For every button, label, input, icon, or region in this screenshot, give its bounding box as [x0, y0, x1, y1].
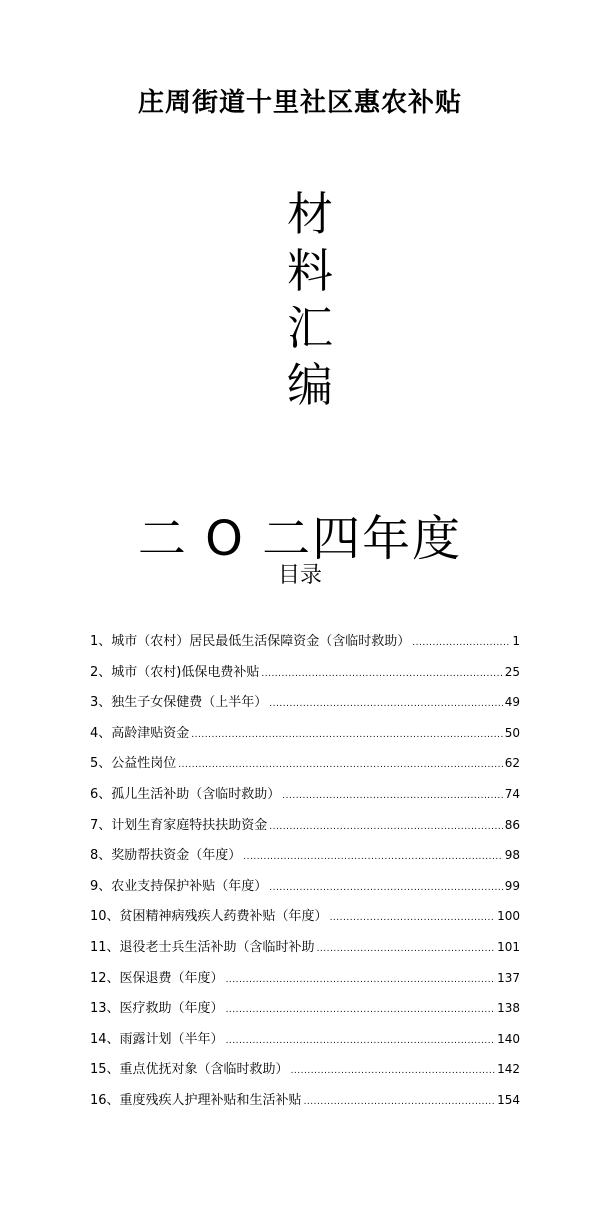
toc-entry-label: 雨露计划（半年）	[119, 1031, 224, 1047]
toc-entry-label: 城市（农村)低保电费补贴	[111, 664, 260, 680]
toc-dot-leader	[412, 638, 510, 648]
toc-entry-number: 11、	[90, 939, 120, 955]
toc-heading: 目录	[277, 563, 322, 588]
toc-entry	[90, 1089, 520, 1120]
main-title-char: 材	[287, 187, 333, 241]
toc-entry-label: 贫困精神病残疾人药费补贴（年度）	[119, 909, 328, 925]
toc-entry-label: 医疗救助（年度）	[119, 1001, 224, 1017]
toc-dot-leader	[226, 1005, 496, 1015]
toc-entry-number: 3、	[90, 695, 112, 711]
document-header-title: 庄周街道十里社区惠农补贴	[137, 88, 462, 118]
main-title	[270, 186, 350, 414]
main-title-char: 编	[287, 358, 333, 412]
toc-dot-leader	[243, 852, 502, 862]
toc-entry-number: 10、	[90, 909, 120, 925]
toc-entry-number: 12、	[90, 970, 120, 986]
toc-dot-leader	[291, 1066, 496, 1076]
toc-dot-leader	[226, 975, 496, 985]
toc-entry-page: 100	[497, 909, 520, 924]
year-title: 二 O 二四年度	[137, 511, 463, 567]
toc-entry-page: 25	[504, 664, 520, 679]
toc-entry-number: 15、	[90, 1062, 120, 1078]
toc-entry-page: 98	[504, 848, 520, 863]
toc-entry-page: 154	[497, 1092, 520, 1107]
toc-entry-page: 86	[504, 817, 520, 832]
toc-entry-number: 6、	[90, 786, 112, 802]
toc-dot-leader	[282, 791, 502, 801]
toc-entry-number: 1、	[90, 634, 112, 649]
toc-entry	[90, 905, 520, 936]
toc-entry-number: 5、	[90, 756, 112, 772]
toc-entry	[90, 1028, 520, 1059]
toc-entry-page: 138	[497, 1001, 520, 1016]
toc-dot-leader	[269, 883, 502, 893]
toc-entry	[90, 936, 520, 967]
toc-entry-label: 医保退费（年度）	[119, 970, 224, 986]
toc-dot-leader	[330, 913, 496, 923]
toc-entry-number: 8、	[90, 848, 112, 864]
toc-entry	[90, 661, 520, 692]
toc-entry-number: 7、	[90, 817, 112, 833]
toc-entry-page: 74	[504, 786, 520, 801]
toc-entry-number: 13、	[90, 1001, 120, 1017]
toc-entry-number: 9、	[90, 878, 112, 894]
table-of-contents	[90, 630, 520, 1120]
toc-entry-page: 49	[504, 695, 520, 710]
toc-entry-page: 50	[504, 725, 520, 740]
toc-entry-number: 16、	[90, 1092, 120, 1108]
toc-entry	[90, 722, 520, 753]
toc-entry-page: 1	[512, 634, 520, 648]
toc-entry-label: 重度残疾人护理补贴和生活补贴	[119, 1092, 302, 1108]
toc-entry-label: 孤儿生活补助（含临时救助）	[111, 786, 281, 802]
toc-dot-leader	[261, 669, 502, 679]
toc-entry	[90, 691, 520, 722]
toc-entry-label: 高龄津贴资金	[111, 725, 190, 741]
toc-entry	[90, 967, 520, 998]
toc-dot-leader	[269, 822, 502, 832]
toc-entry-page: 99	[504, 878, 520, 893]
toc-entry	[90, 875, 520, 906]
toc-entry-page: 137	[497, 970, 520, 985]
main-title-char: 汇	[287, 301, 333, 355]
toc-entry-label: 公益性岗位	[111, 756, 177, 772]
toc-entry	[90, 997, 520, 1028]
toc-entry	[90, 844, 520, 875]
toc-dot-leader	[269, 699, 502, 709]
toc-entry-page: 142	[497, 1062, 520, 1077]
toc-entry-label: 农业支持保护补贴（年度）	[111, 878, 268, 894]
toc-entry-number: 14、	[90, 1031, 120, 1047]
toc-dot-leader	[191, 730, 502, 740]
toc-entry-page: 140	[497, 1031, 520, 1046]
toc-dot-leader	[226, 1036, 496, 1046]
toc-entry-label: 重点优抚对象（含临时救助）	[119, 1062, 289, 1078]
toc-entry	[90, 752, 520, 783]
toc-entry	[90, 1058, 520, 1089]
toc-entry	[90, 814, 520, 845]
toc-dot-leader	[317, 944, 496, 954]
toc-entry-label: 独生子女保健费（上半年）	[111, 695, 268, 711]
toc-entry	[90, 783, 520, 814]
toc-dot-leader	[304, 1097, 496, 1107]
toc-entry-page: 101	[497, 939, 520, 954]
toc-entry-number: 4、	[90, 725, 112, 741]
toc-entry	[90, 630, 520, 661]
toc-entry-page: 62	[504, 756, 520, 771]
toc-entry-label: 奖励帮扶资金（年度）	[111, 848, 242, 864]
toc-entry-number: 2、	[90, 664, 112, 680]
toc-entry-label: 城市（农村）居民最低生活保障资金（含临时救助）	[111, 634, 411, 649]
toc-dot-leader	[178, 760, 502, 770]
main-title-char: 料	[287, 244, 333, 298]
toc-entry-label: 退役老士兵生活补助（含临时补助	[119, 939, 315, 955]
toc-entry-label: 计划生育家庭特扶扶助资金	[111, 817, 268, 833]
